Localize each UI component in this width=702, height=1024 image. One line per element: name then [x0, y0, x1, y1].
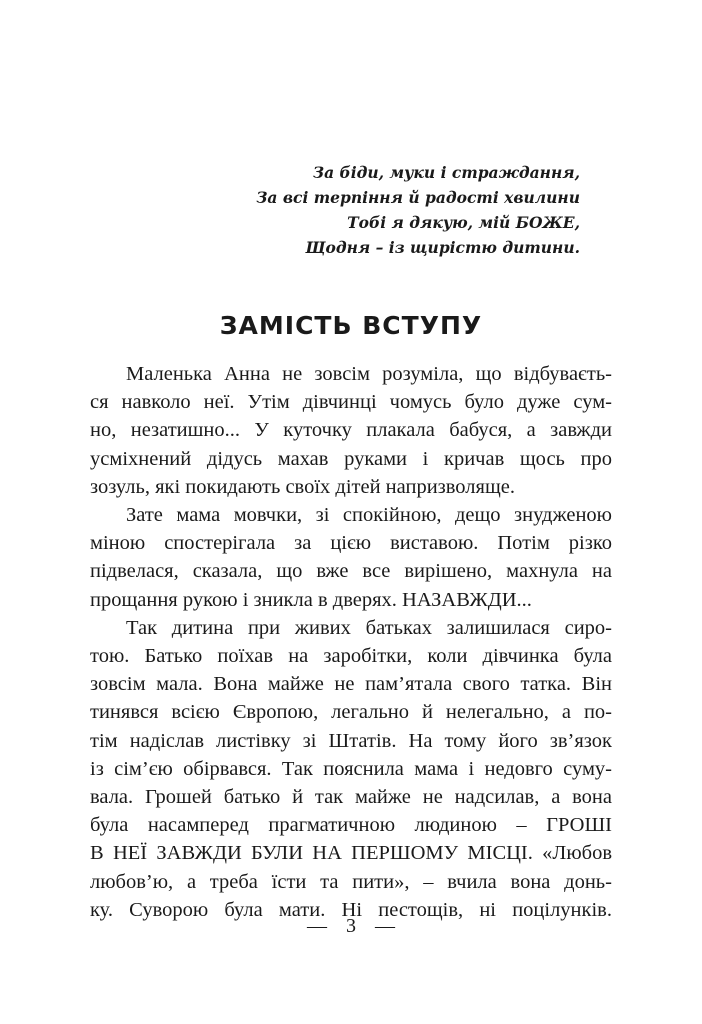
- text-line: із сім’єю обірвався. Так пояснила мама і недовго суму-: [90, 757, 612, 780]
- text-line: Зате мама мовчки, зі спокійною, дещо знудженою: [126, 504, 612, 527]
- text-line: вала. Грошей батько й так майже не надсилав, а вона: [90, 786, 612, 809]
- text-line: була насамперед прагматичною людиною – ГРОШІ: [90, 814, 612, 837]
- text-line: но, незатишно... У куточку плакала бабуся, а завжди: [90, 419, 612, 442]
- epigraph-line: За всі терпіння й радості хвилини: [256, 188, 580, 207]
- body-text: [90, 360, 612, 924]
- text-line: ся навколо неї. Утім дівчинці чомусь було дуже сум-: [90, 391, 612, 414]
- text-line: тім надіслав листівку зі Штатів. На тому його зв’язок: [90, 729, 612, 752]
- text-line: В НЕЇ ЗАВЖДИ БУЛИ НА ПЕРШОМУ МІСЦІ. «Любов: [90, 842, 612, 865]
- epigraph-line: Щодня – із щирістю дитини.: [305, 238, 580, 257]
- text-line: ку. Суворою була мати. Ні пестощів, ні поцілунків.: [90, 898, 612, 921]
- footer-dash-right: —: [375, 915, 395, 937]
- epigraph-line: За біди, муки і страждання,: [312, 163, 580, 182]
- text-line: зозуль, які покидають своїх дітей напризволяще.: [90, 475, 515, 498]
- page-number: 3: [346, 915, 356, 937]
- text-line: Маленька Анна не зовсім розуміла, що відбуваєть-: [126, 363, 612, 385]
- text-line: підвелася, сказала, що вже все вирішено, махнула на: [90, 560, 612, 583]
- text-line: тинявся всією Європою, легально й нелегально, а по-: [90, 701, 612, 724]
- text-line: тою. Батько поїхав на заробітки, коли дівчинка була: [90, 645, 612, 668]
- epigraph-line: Тобі я дякую, мій БОЖЕ,: [347, 213, 580, 232]
- epigraph: [160, 160, 580, 260]
- chapter-title: ЗАМІСТЬ ВСТУПУ: [219, 311, 483, 340]
- text-line: любов’ю, а треба їсти та пити», – вчила вона донь-: [90, 870, 612, 893]
- text-line: зовсім мала. Вона майже не пам’ятала свого татка. Він: [90, 673, 612, 696]
- page-footer: [0, 912, 702, 940]
- text-line: міною спостерігала за цією виставою. Потім різко: [90, 532, 612, 555]
- text-line: прощання рукою і зникла в дверях. НАЗАВЖДИ...: [90, 588, 532, 611]
- text-line: усміхнений дідусь махав руками і кричав щось про: [90, 447, 612, 470]
- footer-dash-left: —: [307, 915, 327, 937]
- text-line: Так дитина при живих батьках залишилася сиро-: [126, 616, 612, 639]
